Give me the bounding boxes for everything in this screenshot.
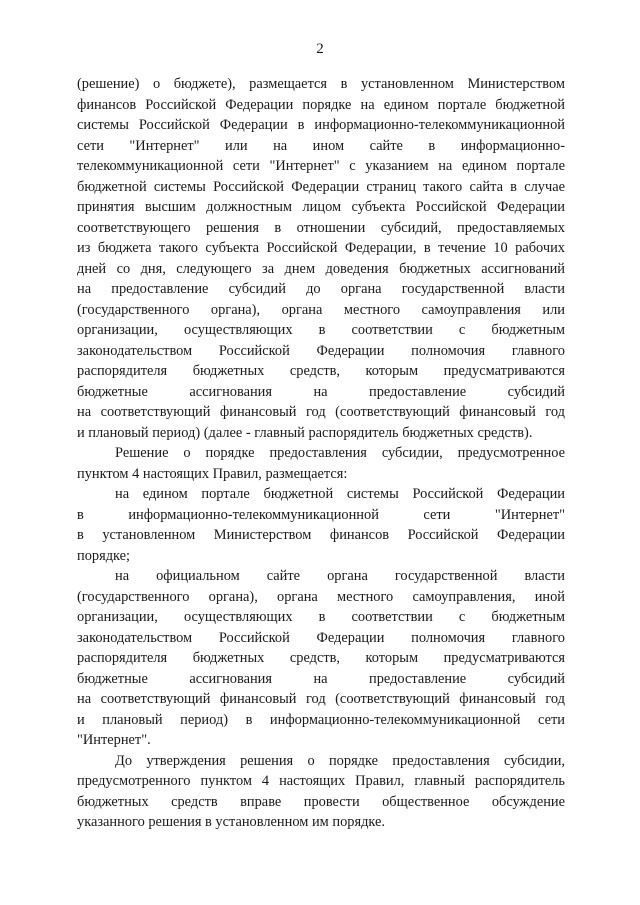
page-number: 2 xyxy=(316,41,324,57)
text-line: дней со дня, следующего за днем доведения бюджетных ассигнований xyxy=(77,260,565,277)
text-line: пунктом 4 настоящих Правил, размещается: xyxy=(77,465,348,482)
text-line: Решение о порядке предоставления субсидии, предусмотренное xyxy=(115,445,565,461)
text-line: законодательством Российской Федерации полномочия главного xyxy=(77,342,565,359)
document-body xyxy=(77,74,565,833)
text-line: и плановый период) (далее - главный распорядитель бюджетных средств). xyxy=(77,424,533,441)
text-line: организации, осуществляющих в соответствии с бюджетным xyxy=(77,322,565,338)
text-line: на предоставление субсидий до органа государственной власти xyxy=(77,281,565,297)
text-line: указанного решения в установленном им порядке. xyxy=(77,814,386,830)
text-line: (государственного органа), органа местного самоуправления, иной xyxy=(77,588,565,605)
text-line: в установленном Министерством финансов Российской Федерации xyxy=(77,527,565,543)
text-line: бюджетные ассигнования на предоставление субсидий xyxy=(77,383,565,400)
text-line: "Интернет". xyxy=(77,732,151,748)
text-line: финансов Российской Федерации порядке на едином портале бюджетной xyxy=(77,96,565,113)
text-line: соответствующего решения в отношении субсидий, предоставляемых xyxy=(77,219,565,236)
text-line: телекоммуникационной сети "Интернет" с указанием на едином портале xyxy=(77,158,565,174)
text-line: предусмотренного пунктом 4 настоящих Правил, главный распорядитель xyxy=(77,773,565,789)
text-line: порядке; xyxy=(77,547,131,564)
text-line: бюджетных средств вправе провести общественное обсуждение xyxy=(77,793,565,810)
text-line: распорядителя бюджетных средств, которым предусматриваются xyxy=(77,363,565,379)
text-line: бюджетные ассигнования на предоставление субсидий xyxy=(77,670,565,687)
text-line: организации, осуществляющих в соответствии с бюджетным xyxy=(77,609,565,625)
text-line: из бюджета такого субъекта Российской Федерации, в течение 10 рабочих xyxy=(77,240,565,256)
text-line: законодательством Российской Федерации полномочия главного xyxy=(77,629,565,646)
text-line: (решение) о бюджете), размещается в установленном Министерством xyxy=(77,76,565,92)
text-line: в информационно-телекоммуникационной сети "Интернет" xyxy=(77,506,565,523)
text-line: системы Российской Федерации в информационно-телекоммуникационной xyxy=(77,117,565,133)
text-line: на соответствующий финансовый год (соответствующий финансовый год xyxy=(77,404,565,420)
text-line: бюджетной системы Российской Федерации страниц такого сайта в случае xyxy=(77,178,565,195)
text-line: До утверждения решения о порядке предоставления субсидии, xyxy=(115,752,565,769)
text-line: (государственного органа), органа местного самоуправления или xyxy=(77,301,565,318)
text-line: сети "Интернет" или на ином сайте в информационно- xyxy=(77,137,565,154)
text-line: на официальном сайте органа государственной власти xyxy=(115,568,565,584)
text-line: принятия высшим должностным лицом субъекта Российской Федерации xyxy=(77,199,565,215)
text-line: распорядителя бюджетных средств, которым предусматриваются xyxy=(77,650,565,666)
text-line: на едином портале бюджетной системы Российской Федерации xyxy=(115,486,565,502)
text-line: и плановый период) в информационно-телекоммуникационной сети xyxy=(77,711,565,728)
text-line: на соответствующий финансовый год (соответствующий финансовый год xyxy=(77,691,565,707)
